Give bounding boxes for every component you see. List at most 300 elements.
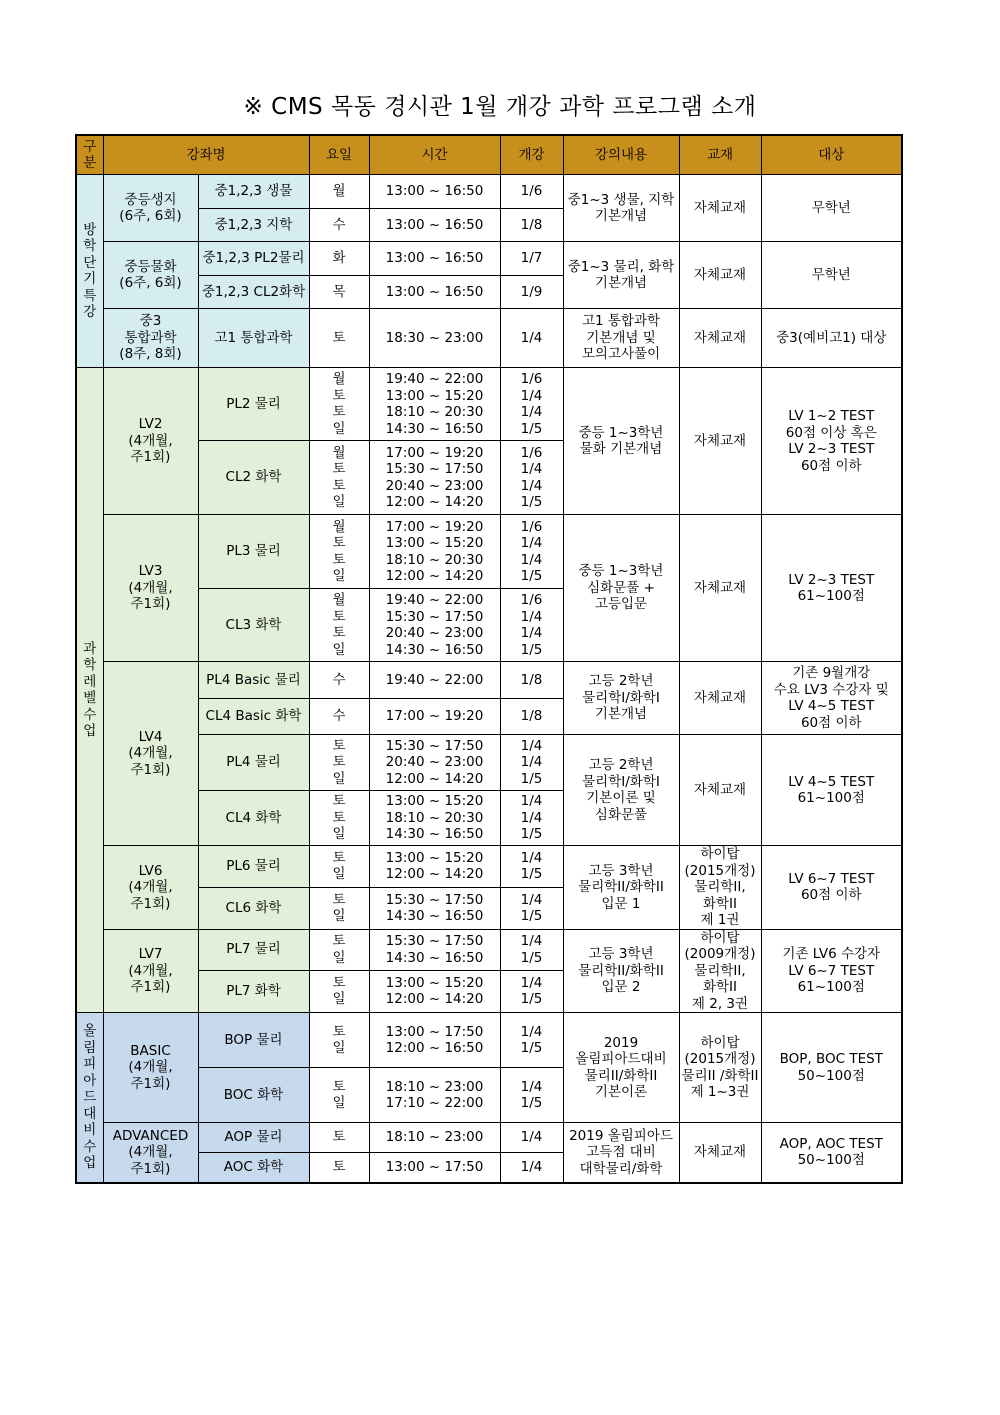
course-name: PL6 물리 <box>198 846 309 888</box>
text-line: (2015개정) <box>684 862 756 879</box>
group-label <box>103 1123 198 1183</box>
day-cell <box>309 1123 369 1153</box>
text-line: 13:00 ~ 15:20 <box>385 535 484 551</box>
text-line: 토 <box>332 535 346 551</box>
course-name: AOC 화학 <box>198 1153 309 1183</box>
text-line: 60점 이하 <box>800 714 862 731</box>
start-cell <box>500 970 563 1012</box>
section-label <box>76 1013 103 1183</box>
text-line: 기본개념 <box>594 706 648 723</box>
text-line: 1/4 <box>520 1078 543 1095</box>
text-line: 13:00 ~ 16:50 <box>385 283 484 300</box>
section-label <box>76 175 103 368</box>
text-line: 고등입문 <box>594 596 648 613</box>
text-line: LV 2~3 TEST <box>788 441 875 457</box>
start-cell <box>500 589 563 662</box>
text-line: 모의고사풀이 <box>581 346 661 363</box>
text-line: 일 <box>332 1095 346 1111</box>
text-line: 14:30 ~ 16:50 <box>385 826 484 843</box>
course-name: CL2 화학 <box>198 441 309 515</box>
day-cell <box>309 699 369 735</box>
text-line: 화학II <box>702 895 738 912</box>
table-header-row <box>76 135 902 175</box>
text-line: 17:00 ~ 19:20 <box>385 444 484 461</box>
text-line: 물리학I/화학I <box>582 689 660 706</box>
text-line: 1/5 <box>520 866 543 883</box>
content-cell <box>563 662 679 735</box>
text-line: 토 <box>332 849 346 866</box>
text-line: 13:00 ~ 17:50 <box>385 1023 484 1040</box>
table-row <box>76 929 902 970</box>
text-line: 하이탑 <box>700 846 740 862</box>
text-line: 물리학II/화학II <box>578 962 664 979</box>
text-line: LV2 <box>138 416 163 433</box>
text-line: 물리II/화학II <box>584 1067 658 1084</box>
text-line: 고등 2학년 <box>588 757 654 773</box>
target-cell <box>761 735 902 846</box>
text-line: 고등 2학년 <box>588 673 654 690</box>
content-cell <box>563 515 679 662</box>
content-cell <box>563 368 679 515</box>
course-name: PL2 물리 <box>198 368 309 441</box>
text-line: (4개월, <box>128 579 173 596</box>
text-line: ADVANCED <box>112 1127 189 1144</box>
text-line: 월 <box>332 592 346 608</box>
course-name: 중1,2,3 PL2물리 <box>198 242 309 276</box>
text-line: 1/4 <box>520 809 543 826</box>
start-cell <box>500 175 563 209</box>
target-cell: 무학년 <box>761 242 902 309</box>
course-name: PL4 Basic 물리 <box>198 662 309 699</box>
start-cell <box>500 1068 563 1123</box>
text-line: 수 <box>83 706 97 723</box>
text-line: 12:00 ~ 14:20 <box>385 494 484 510</box>
text-line: 일 <box>332 826 346 843</box>
text-line: 1/4 <box>520 1159 543 1175</box>
time-cell <box>369 175 500 209</box>
text-line: 일 <box>332 641 346 658</box>
text-line: 토 <box>332 461 346 477</box>
day-cell <box>309 309 369 368</box>
text-line: LV 2~3 TEST <box>788 571 875 588</box>
text-line: 1/4 <box>520 891 543 908</box>
text-line: 1/7 <box>520 250 543 267</box>
text-line: 61~100점 <box>797 790 865 806</box>
content-cell <box>563 929 679 1013</box>
day-cell <box>309 846 369 888</box>
text-line: 월 <box>332 444 346 461</box>
group-label <box>103 662 198 846</box>
day-cell <box>309 515 369 589</box>
start-cell <box>500 735 563 791</box>
table-row <box>76 242 902 276</box>
text-line: 일 <box>332 420 346 437</box>
header-content: 강의내용 <box>563 135 679 175</box>
text-line: 14:30 ~ 16:50 <box>385 949 484 966</box>
start-cell <box>500 441 563 515</box>
time-cell <box>369 846 500 888</box>
text-line: 토 <box>332 737 346 754</box>
text-line: 1/4 <box>520 404 543 420</box>
text-line: 입문 1 <box>601 895 641 912</box>
text-line: 피 <box>83 1056 97 1072</box>
text-line: (4개월, <box>128 879 173 895</box>
text-line: 17:00 ~ 19:20 <box>385 518 484 535</box>
text-line: 1/6 <box>520 518 543 535</box>
start-cell <box>500 368 563 441</box>
group-label <box>103 309 198 368</box>
text-line: 1/5 <box>520 641 543 658</box>
text-line: 고등 3학년 <box>588 862 654 879</box>
text-line: 입문 2 <box>601 979 641 995</box>
text-line: 1/4 <box>520 1129 543 1146</box>
day-cell <box>309 276 369 309</box>
text-line: 1/4 <box>520 1023 543 1040</box>
start-cell <box>500 515 563 589</box>
target-cell <box>761 846 902 930</box>
text-line: 1/5 <box>520 568 543 584</box>
text-line: 토 <box>332 329 346 346</box>
text-line: 제 2, 3권 <box>691 995 749 1012</box>
text-line: 일 <box>332 991 346 1008</box>
text-line: 13:00 ~ 15:20 <box>385 849 484 866</box>
text-line: 하이탑 <box>700 929 740 946</box>
text-line: 1/5 <box>520 826 543 843</box>
day-cell <box>309 242 369 276</box>
text-line: 수 <box>332 671 346 688</box>
text-line: 올 <box>83 1023 97 1039</box>
table-row <box>76 735 902 791</box>
text-line: 20:40 ~ 23:00 <box>385 754 484 771</box>
start-cell <box>500 276 563 309</box>
content-cell <box>563 1013 679 1123</box>
target-cell <box>761 662 902 735</box>
textbook-cell <box>679 846 761 930</box>
text-line: LV7 <box>138 946 163 962</box>
text-line: 1/4 <box>520 387 543 404</box>
text-line: 2019 올림피아드 <box>569 1127 673 1144</box>
target-cell <box>761 515 902 662</box>
text-line: 기본개념 <box>594 275 648 291</box>
text-line: 13:00 ~ 16:50 <box>385 216 484 233</box>
text-line: 19:40 ~ 22:00 <box>385 371 484 387</box>
text-line: 고등 3학년 <box>588 946 654 962</box>
text-line: 일 <box>332 494 346 510</box>
text-line: 화학II <box>702 979 738 995</box>
text-line: 1/4 <box>520 737 543 754</box>
text-line: 목 <box>332 283 346 300</box>
text-line: LV6 <box>138 862 163 879</box>
schedule-table <box>75 134 903 1184</box>
text-line: 15:30 ~ 17:50 <box>385 461 484 477</box>
text-line: 중3 <box>139 313 162 330</box>
group-label <box>103 846 198 930</box>
text-line: 드 <box>83 1089 97 1105</box>
text-line: 1/5 <box>520 949 543 966</box>
text-line: 심화문풀 + <box>587 579 655 596</box>
text-line: 14:30 ~ 16:50 <box>385 641 484 658</box>
text-line: 물리학II, <box>694 879 746 895</box>
text-line: 토 <box>332 1078 346 1095</box>
course-name: 중1,2,3 생물 <box>198 175 309 209</box>
table-row <box>76 175 902 209</box>
text-line: 기존 LV6 수강자 <box>782 946 881 962</box>
text-line: 2019 <box>603 1034 639 1051</box>
text-line: (6주, 6회) <box>119 208 182 224</box>
text-line: 토 <box>332 1159 346 1175</box>
course-name: PL7 물리 <box>198 929 309 970</box>
text-line: 기본개념 및 <box>586 329 656 346</box>
text-line: 1/4 <box>520 461 543 477</box>
header-course: 강좌명 <box>103 135 309 175</box>
text-line: 통합과학 <box>124 329 177 346</box>
text-line: 올림피아드대비 <box>575 1051 667 1067</box>
text-line: 14:30 ~ 16:50 <box>385 908 484 925</box>
time-cell <box>369 589 500 662</box>
text-line: 1/6 <box>520 371 543 387</box>
content-cell <box>563 175 679 242</box>
text-line: 토 <box>332 793 346 810</box>
time-cell <box>369 662 500 699</box>
header-category <box>76 135 103 175</box>
text-line: 토 <box>332 477 346 494</box>
start-cell <box>500 242 563 276</box>
time-cell <box>369 242 500 276</box>
group-label <box>103 175 198 242</box>
target-cell <box>761 929 902 1013</box>
text-line: 방 <box>83 221 97 238</box>
text-line: 18:10 ~ 20:30 <box>385 809 484 826</box>
text-line: 14:30 ~ 16:50 <box>385 420 484 437</box>
text-line: 주1회) <box>130 1160 171 1177</box>
text-line: 60점 이하 <box>800 457 862 474</box>
text-line: 중1~3 물리, 화학 <box>567 258 675 275</box>
text-line: 15:30 ~ 17:50 <box>385 891 484 908</box>
text-line: (4개월, <box>128 745 173 762</box>
text-line: 19:40 ~ 22:00 <box>385 671 484 688</box>
text-line: 수 <box>332 216 346 233</box>
text-line: 토 <box>332 608 346 625</box>
text-line: 월 <box>332 183 346 200</box>
table-row <box>76 1013 902 1068</box>
time-cell <box>369 1123 500 1153</box>
text-line: 기본이론 <box>594 1084 648 1100</box>
text-line: 중1~3 생물, 지학 <box>567 191 675 208</box>
course-name: PL3 물리 <box>198 515 309 589</box>
time-cell <box>369 929 500 970</box>
text-line: LV3 <box>138 563 163 580</box>
time-cell <box>369 1068 500 1123</box>
text-line: 20:40 ~ 23:00 <box>385 477 484 494</box>
text-line: 기본개념 <box>594 208 648 224</box>
text-line: 1/4 <box>520 793 543 810</box>
text-line: 12:00 ~ 14:20 <box>385 991 484 1008</box>
start-cell <box>500 209 563 242</box>
text-line: (8주, 8회) <box>119 346 182 363</box>
text-line: 61~100점 <box>797 588 865 604</box>
start-cell <box>500 1123 563 1153</box>
text-line: 물리학II/화학II <box>578 879 664 895</box>
text-line: 토 <box>332 404 346 420</box>
text-line: 업 <box>83 1155 97 1171</box>
text-line: AOP, AOC TEST <box>779 1135 883 1152</box>
text-line: 토 <box>332 387 346 404</box>
content-cell <box>563 735 679 846</box>
text-line: 12:00 ~ 14:20 <box>385 568 484 584</box>
text-line: 중등생지 <box>124 191 177 208</box>
text-line: 1/4 <box>520 849 543 866</box>
target-cell: 중3(예비고1) 대상 <box>761 309 902 368</box>
day-cell <box>309 368 369 441</box>
text-line: 제 1~3권 <box>690 1084 750 1100</box>
text-line: 토 <box>332 891 346 908</box>
text-line: 1/6 <box>520 592 543 608</box>
text-line: 비 <box>83 1122 97 1138</box>
text-line: 고득점 대비 <box>586 1144 656 1160</box>
text-line: 1/4 <box>520 608 543 625</box>
text-line: (6주, 6회) <box>119 275 182 291</box>
text-line: 17:10 ~ 22:00 <box>385 1095 484 1111</box>
textbook-cell: 자체교재 <box>679 515 761 662</box>
text-line: 일 <box>332 568 346 584</box>
text-line: 13:00 ~ 16:50 <box>385 250 484 267</box>
time-cell <box>369 1013 500 1068</box>
text-line: (4개월, <box>128 1144 173 1160</box>
time-cell <box>369 368 500 441</box>
header-day: 요일 <box>309 135 369 175</box>
group-label <box>103 515 198 662</box>
text-line: 1/5 <box>520 908 543 925</box>
target-cell <box>761 1013 902 1123</box>
day-cell <box>309 791 369 846</box>
target-cell: 무학년 <box>761 175 902 242</box>
table-row <box>76 515 902 589</box>
day-cell <box>309 887 369 929</box>
time-cell <box>369 441 500 515</box>
table-row <box>76 1123 902 1153</box>
start-cell <box>500 846 563 888</box>
day-cell <box>309 970 369 1012</box>
target-cell <box>761 1123 902 1183</box>
target-cell <box>761 368 902 515</box>
text-line: 주1회) <box>130 979 171 995</box>
time-cell <box>369 970 500 1012</box>
text-line: 벨 <box>83 690 97 706</box>
text-line: 60점 이상 혹은 <box>785 424 877 441</box>
text-line: 1/8 <box>520 708 543 725</box>
table-row <box>76 309 902 368</box>
day-cell <box>309 1013 369 1068</box>
text-line: 물리학I/화학I <box>582 773 660 790</box>
text-line: 13:00 ~ 16:50 <box>385 183 484 200</box>
content-cell <box>563 309 679 368</box>
text-line: 1/4 <box>520 974 543 991</box>
text-line: 13:00 ~ 15:20 <box>385 387 484 404</box>
text-line: 고1 통합과학 <box>581 313 661 330</box>
text-line: 19:40 ~ 22:00 <box>385 592 484 608</box>
day-cell <box>309 209 369 242</box>
section-label <box>76 368 103 1013</box>
text-line: 토 <box>332 1129 346 1146</box>
text-line: 토 <box>332 933 346 950</box>
text-line: 물리II /화학II <box>681 1067 759 1084</box>
content-cell <box>563 242 679 309</box>
textbook-cell: 자체교재 <box>679 368 761 515</box>
text-line: (2009개정) <box>684 946 756 962</box>
text-line: 기본이론 및 <box>586 790 656 806</box>
day-cell <box>309 175 369 209</box>
text-line: 주1회) <box>130 1075 171 1092</box>
text-line: 월 <box>332 518 346 535</box>
textbook-cell: 자체교재 <box>679 309 761 368</box>
text-line: 1/5 <box>520 420 543 437</box>
text-line: 주1회) <box>130 449 171 466</box>
text-line: 1/4 <box>520 933 543 950</box>
text-line: 60점 이하 <box>800 887 862 904</box>
text-line: 단 <box>83 254 97 271</box>
course-name: BOP 물리 <box>198 1013 309 1068</box>
text-line: LV 6~7 TEST <box>788 962 875 979</box>
textbook-cell: 자체교재 <box>679 662 761 735</box>
day-cell <box>309 662 369 699</box>
text-line: 토 <box>332 551 346 568</box>
text-line: 수요 LV3 수강자 및 <box>773 681 889 698</box>
text-line: BOP, BOC TEST <box>779 1051 883 1067</box>
text-line: LV4 <box>138 728 163 745</box>
time-cell <box>369 735 500 791</box>
start-cell <box>500 1013 563 1068</box>
textbook-cell: 자체교재 <box>679 735 761 846</box>
time-cell <box>369 515 500 589</box>
table-row <box>76 846 902 888</box>
header-textbook: 교재 <box>679 135 761 175</box>
text-line: 일 <box>332 770 346 787</box>
text-line: 토 <box>332 974 346 991</box>
text-line: 1/5 <box>520 770 543 787</box>
time-cell <box>369 309 500 368</box>
text-line: 물화 기본개념 <box>579 441 663 457</box>
group-label <box>103 242 198 309</box>
text-line: 수 <box>83 1138 97 1155</box>
text-line: 수 <box>332 708 346 725</box>
header-time: 시간 <box>369 135 500 175</box>
text-line: 구 <box>83 138 97 155</box>
text-line: 61~100점 <box>797 979 865 995</box>
text-line: 분 <box>83 155 97 171</box>
start-cell <box>500 309 563 368</box>
day-cell <box>309 1068 369 1123</box>
text-line: 15:30 ~ 17:50 <box>385 608 484 625</box>
time-cell <box>369 209 500 242</box>
text-line: LV 4~5 TEST <box>788 698 875 714</box>
page-title: ※ CMS 목동 경시관 1월 개강 과학 프로그램 소개 <box>243 94 757 120</box>
course-name: PL7 화학 <box>198 970 309 1012</box>
text-line: 1/5 <box>520 494 543 510</box>
text-line: 13:00 ~ 17:50 <box>385 1159 484 1175</box>
text-line: 18:10 ~ 23:00 <box>385 1129 484 1146</box>
text-line: 월 <box>332 371 346 387</box>
text-line: 50~100점 <box>797 1152 865 1169</box>
content-cell <box>563 846 679 930</box>
course-name: 고1 통합과학 <box>198 309 309 368</box>
text-line: 1/5 <box>520 1040 543 1056</box>
text-line: 18:30 ~ 23:00 <box>385 329 484 346</box>
start-cell <box>500 662 563 699</box>
text-line: 토 <box>332 754 346 771</box>
text-line: 일 <box>332 949 346 966</box>
text-line: 중등물화 <box>124 258 177 275</box>
start-cell <box>500 791 563 846</box>
